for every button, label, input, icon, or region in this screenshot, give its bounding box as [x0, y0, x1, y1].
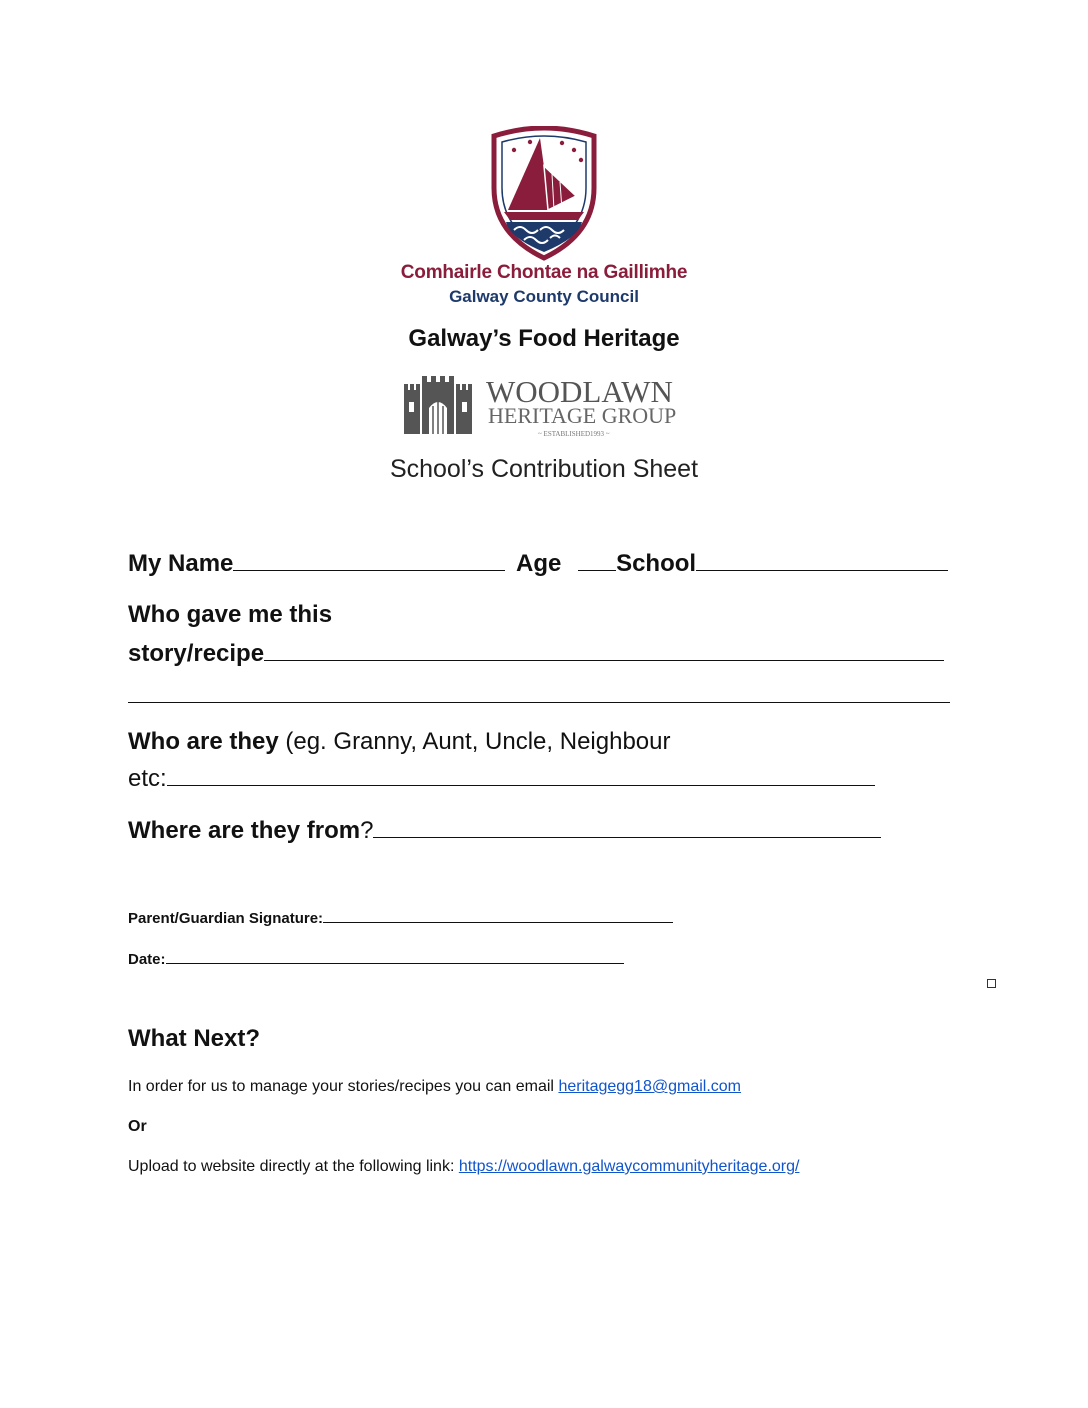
name-age-school-row	[128, 548, 948, 579]
upload-instruction-text: Upload to website directly at the following link:	[128, 1158, 459, 1175]
small-checkbox[interactable]	[987, 979, 996, 988]
or-text: Or	[128, 1118, 147, 1135]
what-next-heading: What Next?	[128, 1025, 260, 1052]
my-name-label: My Name	[128, 550, 234, 577]
who-gave-line1: Who gave me this	[128, 601, 333, 628]
school-label: School	[616, 550, 697, 577]
age-field[interactable]	[578, 548, 616, 571]
where-from-field[interactable]	[373, 815, 881, 838]
who-gave-row	[128, 638, 944, 669]
where-from-label: Where are they from	[128, 817, 361, 844]
who-gave-label: story/recipe	[128, 640, 265, 667]
who-gave-field[interactable]	[264, 638, 944, 661]
website-link[interactable]: https://woodlawn.galwaycommunityheritage.org/	[458, 1158, 800, 1175]
where-from-row	[128, 815, 881, 846]
my-name-field[interactable]	[233, 548, 505, 571]
council-crest-logo	[488, 126, 600, 262]
date-field[interactable]	[166, 947, 624, 964]
signature-row	[128, 906, 673, 929]
woodlawn-established: ~ ESTABLISHED1993 ~	[538, 430, 610, 438]
upload-instruction	[128, 1158, 799, 1176]
who-are-they-field[interactable]	[167, 763, 875, 786]
woodlawn-name-line1: WOODLAWN	[486, 374, 673, 409]
who-are-they-label: Who are they	[128, 728, 279, 755]
council-name-irish: Comhairle Chontae na Gaillimhe	[400, 262, 688, 283]
etc-row	[128, 763, 875, 794]
age-label: Age	[516, 550, 562, 577]
council-name-english: Galway County Council	[449, 287, 639, 306]
signature-label: Parent/Guardian Signature:	[128, 910, 324, 927]
date-label: Date:	[128, 951, 166, 968]
etc-label: etc:	[128, 765, 167, 792]
woodlawn-heritage-logo	[402, 372, 688, 440]
email-link[interactable]: heritagegg18@gmail.com	[558, 1078, 741, 1095]
email-instruction	[128, 1078, 741, 1096]
who-gave-field-continued[interactable]	[128, 682, 950, 703]
document-title: Galway’s Food Heritage	[408, 325, 680, 352]
where-from-question-mark: ?	[360, 817, 374, 844]
signature-field[interactable]	[323, 906, 673, 923]
who-are-they-hint: (eg. Granny, Aunt, Uncle, Neighbour	[278, 728, 671, 755]
school-field[interactable]	[696, 548, 948, 571]
woodlawn-name-line2: HERITAGE GROUP	[488, 403, 677, 428]
email-instruction-text: In order for us to manage your stories/recipes you can email	[128, 1078, 559, 1095]
date-row	[128, 947, 624, 970]
who-are-they-row	[128, 727, 670, 757]
sheet-title: School’s Contribution Sheet	[389, 455, 699, 483]
